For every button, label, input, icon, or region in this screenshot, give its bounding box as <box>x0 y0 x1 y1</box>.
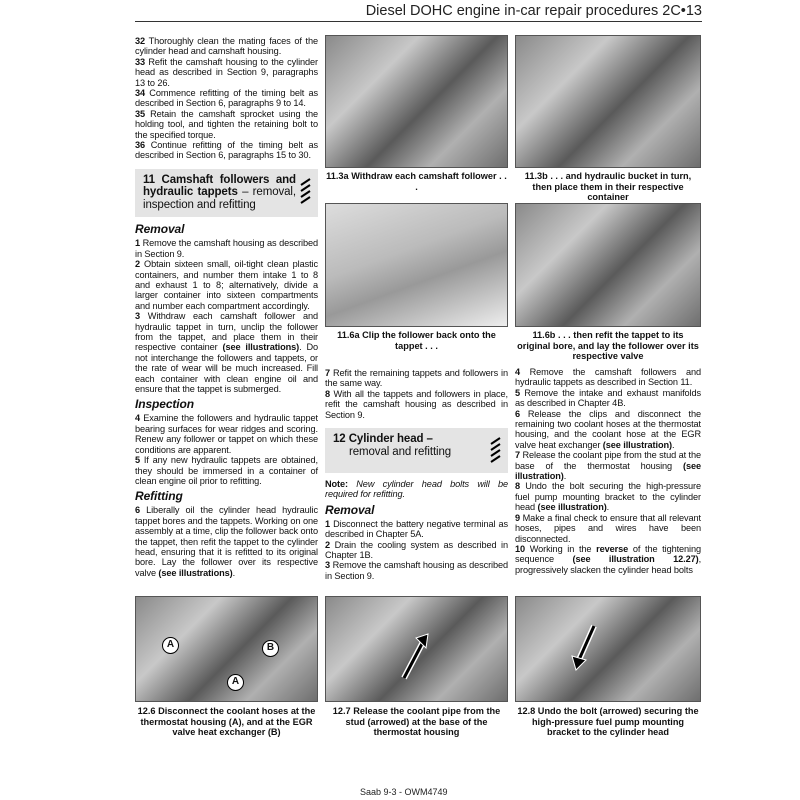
middle-column <box>325 368 508 581</box>
photo-11-6a <box>325 203 508 327</box>
photo-11-3a <box>325 35 508 168</box>
paragraph-5: 5 If any new hydraulic tappets are obtained, they should be immersed in a container of clean engine oil prior to refitting. <box>135 455 318 486</box>
paragraph-34: 34 Commence refitting of the timing belt as described in Section 6, paragraphs 9 to 14. <box>135 88 318 109</box>
paragraph-10: 10 Working in the reverse of the tightening sequence (see illustration 12.27), progressively slacken the cylinder head bolts <box>515 543 702 575</box>
section-12-heading: 12 Cylinder head – removal and refitting <box>325 428 508 473</box>
difficulty-spanner-icon <box>299 175 313 205</box>
heading-removal-12: Removal <box>325 502 375 517</box>
page-header <box>135 0 702 22</box>
caption-12-6: 12.6 Disconnect the coolant hoses at the thermostat housing (A), and at the EGR valve heat exchanger (B) <box>137 706 316 738</box>
arrow-icon <box>564 622 604 672</box>
caption-11-6a: 11.6a Clip the follower back onto the tappet . . . <box>337 330 496 351</box>
paragraph-2: 2 Drain the cooling system as described in Chapter 1B. <box>325 539 509 561</box>
note: Note: New cylinder head bolts will be required for refitting. <box>325 479 508 500</box>
photo-11-3b <box>515 35 701 168</box>
label-a: A <box>227 674 244 691</box>
heading-inspection: Inspection <box>135 397 195 412</box>
paragraph-36: 36 Continue refitting of the timing belt as described in Section 6, paragraphs 15 to 30. <box>135 140 318 161</box>
paragraph-6: 6 Liberally oil the cylinder head hydraulic tappet bores and the tappets. Working on one assembly at a time, clip the follower back onto the tappet, then refit the tappet to the cylinder head, ensuring that it is refitted to its original bore. Lay the follower over its respective valve (see illustrations). <box>135 505 318 578</box>
paragraph-35: 35 Retain the camshaft sprocket using the holding tool, and tighten the retaining bolt to the specified torque. <box>135 108 319 140</box>
section-11-heading: 11 Camshaft followers and hydraulic tappets – removal, inspection and refitting <box>135 169 318 218</box>
paragraph-1: 1 Remove the camshaft housing as described in Section 9. <box>135 238 319 259</box>
heading-refitting: Refitting <box>135 489 183 504</box>
paragraph-2: 2 Obtain sixteen small, oil-tight clean plastic containers, and number them intake 1 to 8 and exhaust 1 to 8; alternatively, divide a larger container into sixteen compartments and number each compartment accordingly. <box>135 259 318 311</box>
paragraph-5: 5 Remove the intake and exhaust manifolds as described in Chapter 4B. <box>515 387 701 409</box>
label-a: A <box>162 637 179 654</box>
arrow-icon <box>396 632 436 682</box>
caption-11-6b: 11.6b . . . then refit the tappet to its original bore, and lay the follower over its respective valve <box>517 330 699 362</box>
caption-11-3b: 11.3b . . . and hydraulic bucket in turn, then place them in their respective container <box>524 171 692 203</box>
paragraph-4: 4 Examine the followers and hydraulic tappet bearing surfaces for wear ridges and scoring. Renew any follower or tappet on which these conditions are apparent. <box>135 413 318 455</box>
paragraph-8: 8 With all the tappets and followers in place, refit the camshaft housing as described in Section 9. <box>325 388 508 420</box>
paragraph-1: 1 Disconnect the battery negative terminal as described in Chapter 5A. <box>325 518 508 540</box>
photo-12-7 <box>325 596 508 702</box>
paragraph-6: 6 Release the clips and disconnect the remaining two coolant hoses at the thermostat housing, and the coolant hose at the EGR valve heat exchanger (see illustration). <box>515 408 701 450</box>
paragraph-9: 9 Make a final check to ensure that all relevant hoses, pipes and wires have been disconnected. <box>515 512 701 544</box>
paragraph-33: 33 Refit the camshaft housing to the cylinder head as described in Section 9, paragraphs 13 to 26. <box>135 56 318 88</box>
caption-12-8: 12.8 Undo the bolt (arrowed) securing the high-pressure fuel pump mounting bracket to the cylinder head <box>517 706 699 738</box>
difficulty-spanner-icon <box>489 434 503 464</box>
paragraph-7: 7 Refit the remaining tappets and followers in the same way. <box>325 368 509 389</box>
photo-11-6b <box>515 203 701 327</box>
paragraph-32: 32 Thoroughly clean the mating faces of the cylinder head and camshaft housing. <box>135 36 318 57</box>
caption-11-3a: 11.3a Withdraw each camshaft follower . . . <box>326 171 507 192</box>
paragraph-8: 8 Undo the bolt securing the high-pressure fuel pump mounting bracket to the cylinder head (see illustration). <box>515 481 701 513</box>
paragraph-3: 3 Remove the camshaft housing as described in Section 9. <box>325 560 509 581</box>
right-column <box>515 367 701 575</box>
paragraph-4: 4 Remove the camshaft followers and hydraulic tappets as described in Section 11. <box>515 367 701 388</box>
label-b: B <box>262 640 279 657</box>
photo-12-6 <box>135 596 318 702</box>
heading-removal: Removal <box>135 222 185 237</box>
left-column <box>135 36 318 578</box>
header-title: Diesel DOHC engine in-car repair procedures 2C•13 <box>365 3 702 19</box>
paragraph-3: 3 Withdraw each camshaft follower and hydraulic tappet in turn, unclip the follower from the tappet, and place them in their respective container (see illustrations). Do not interchange the followers and tappets, or the rate of wear will be much increased. Fill each container with clean engine oil and ensure that the tappet is submerged. <box>135 311 319 395</box>
caption-12-7: 12.7 Release the coolant pipe from the stud (arrowed) at the base of the thermostat housing <box>332 706 501 738</box>
photo-12-8 <box>515 596 701 702</box>
page-footer: Saab 9-3 - OWM4749 <box>360 787 448 797</box>
paragraph-7: 7 Release the coolant pipe from the stud at the base of the thermostat housing (see illustration). <box>515 450 701 482</box>
